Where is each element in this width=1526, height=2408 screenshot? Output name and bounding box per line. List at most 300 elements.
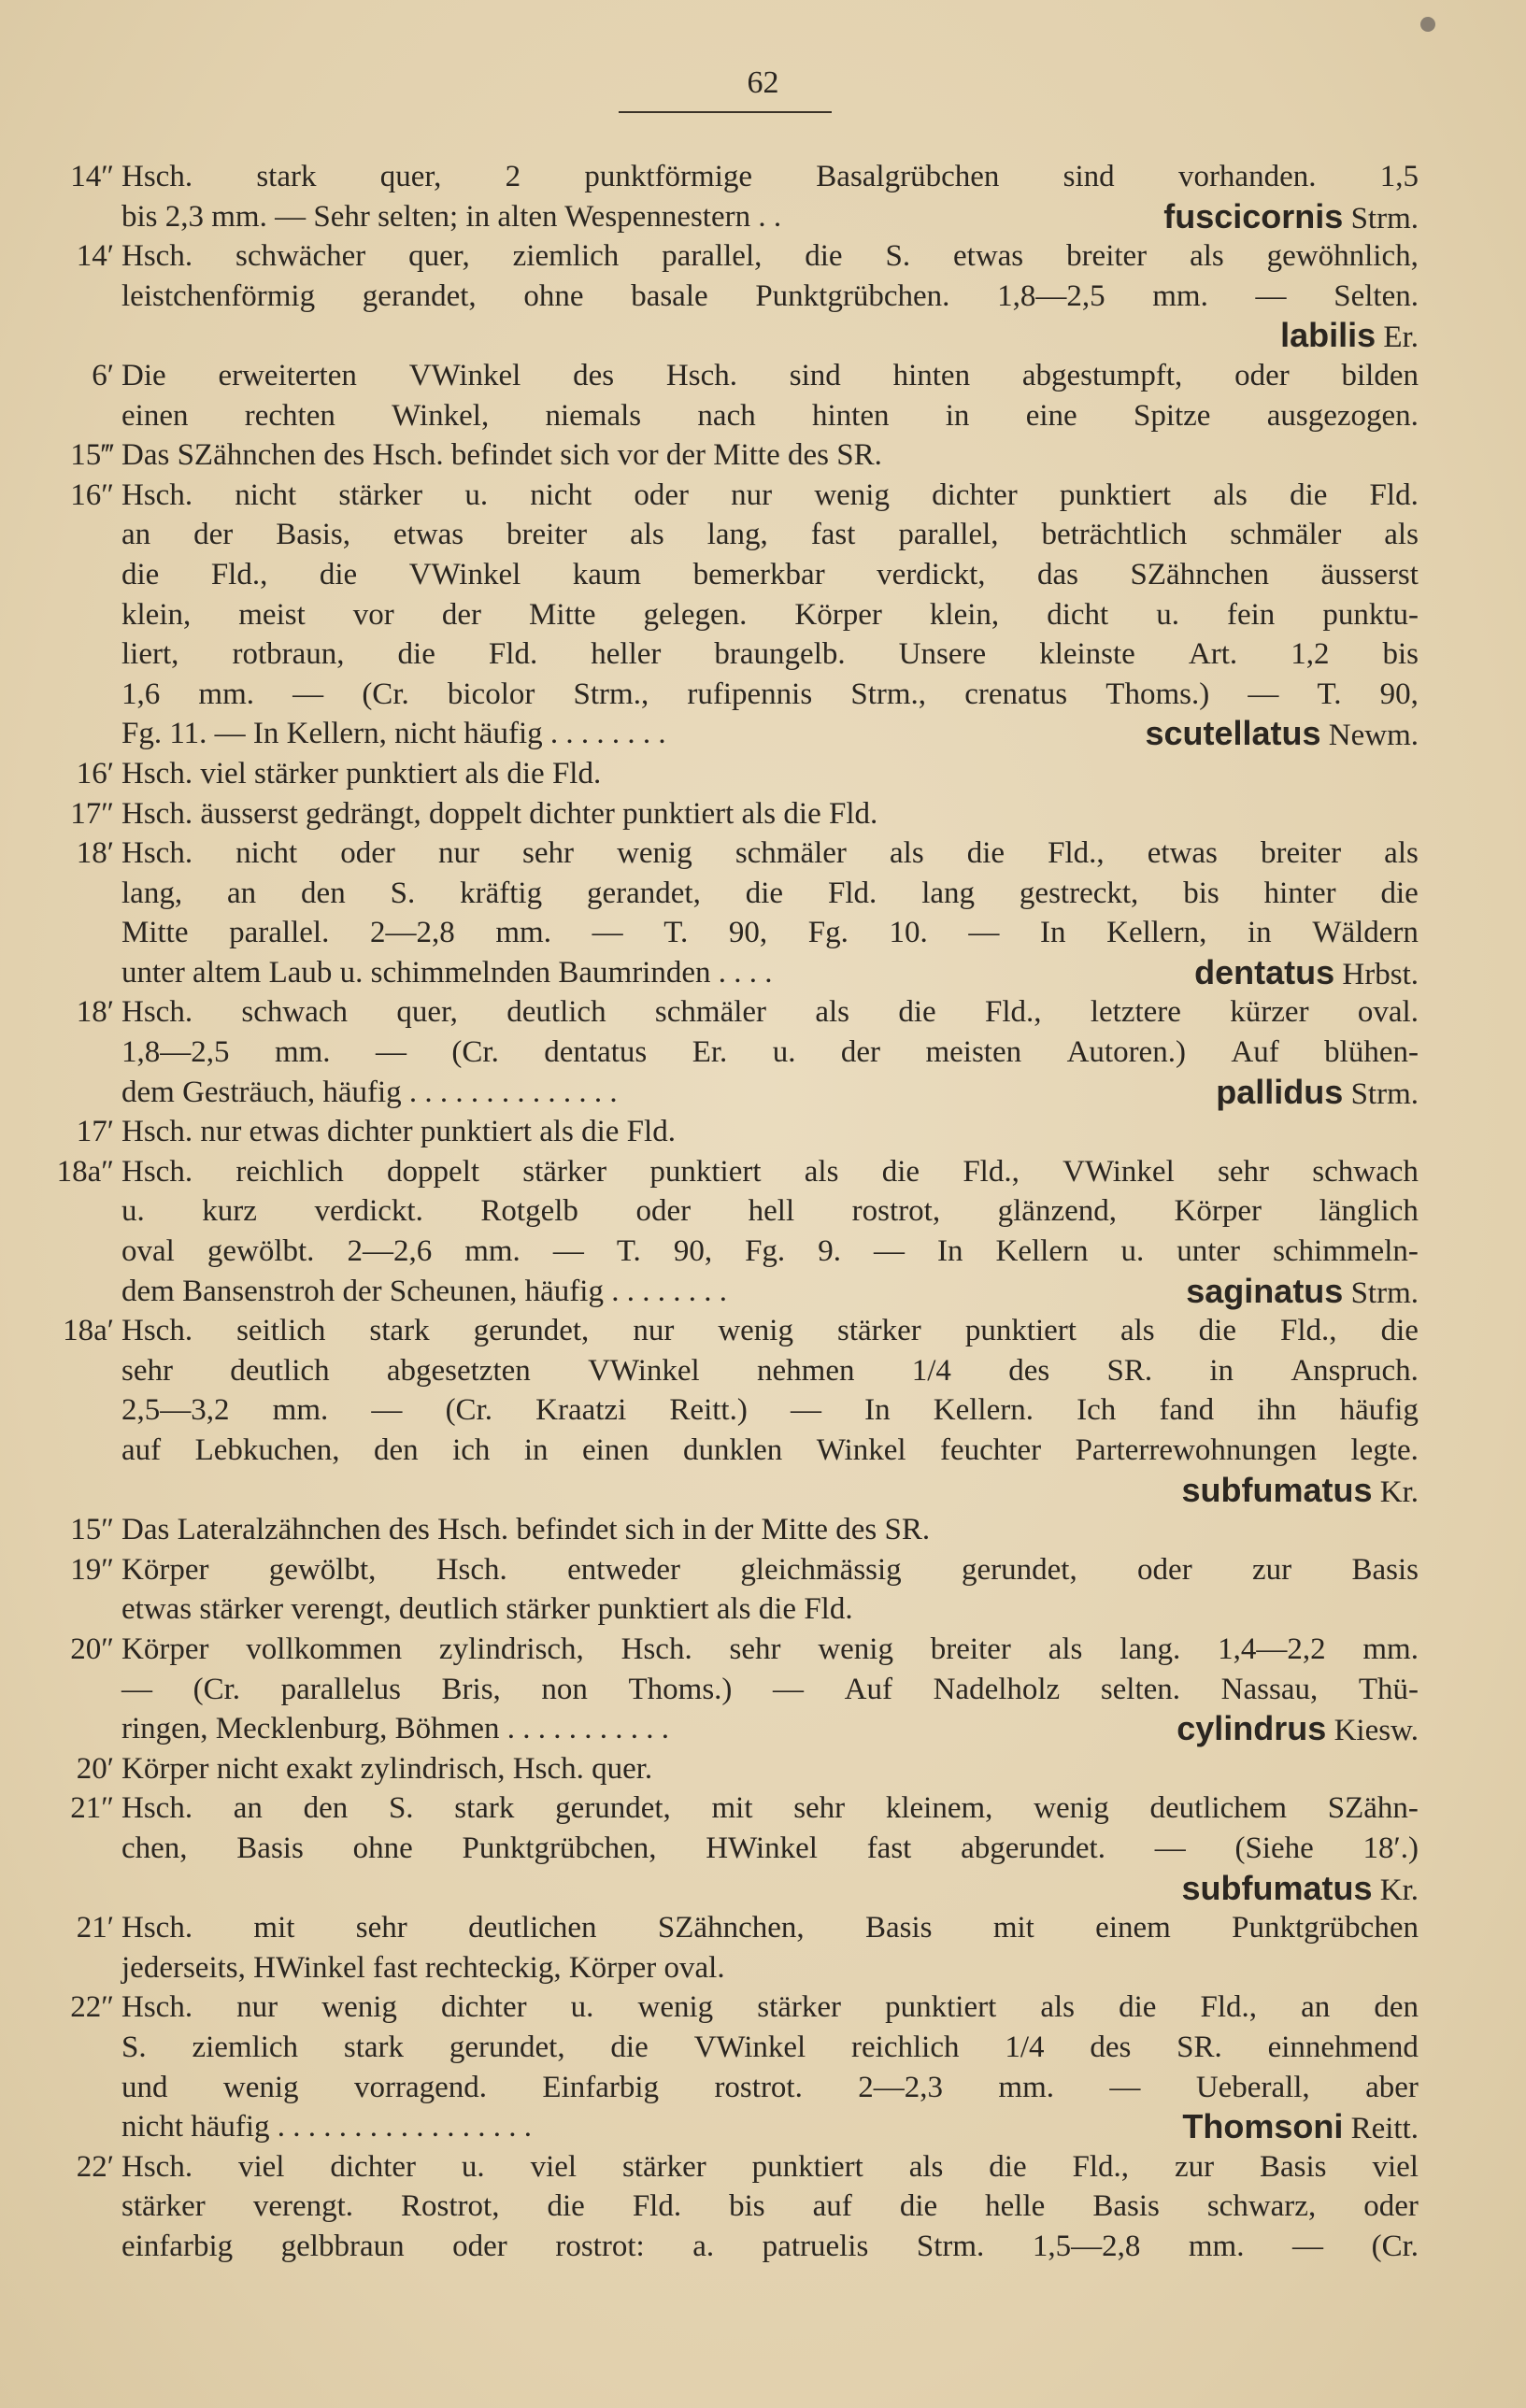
word: mit bbox=[253, 1911, 295, 1945]
entry-number bbox=[36, 714, 121, 754]
word: 1,4—2,2 bbox=[1218, 1631, 1326, 1666]
entry-number bbox=[36, 2028, 121, 2068]
word: quer, bbox=[379, 160, 442, 193]
word: Thoms.) bbox=[628, 1672, 733, 1706]
word: als bbox=[1120, 1314, 1155, 1348]
entry-number: 17′ bbox=[76, 1115, 114, 1149]
entry-number bbox=[36, 1670, 121, 1710]
word: Parterrewohnungen bbox=[1075, 1433, 1317, 1467]
word: T. bbox=[616, 1234, 641, 1269]
line-text bbox=[121, 1073, 1419, 1113]
entry-number: 22″ bbox=[70, 1990, 114, 2025]
entry-number bbox=[36, 1869, 121, 1909]
line-text bbox=[121, 992, 1419, 1033]
species-name: Thomsoni Reitt. bbox=[1182, 2107, 1419, 2146]
word: parallel, bbox=[662, 239, 763, 274]
word: die bbox=[1119, 1990, 1157, 2025]
line-text bbox=[121, 356, 1419, 396]
word: Thü- bbox=[1358, 1672, 1419, 1706]
word: — bbox=[292, 677, 324, 711]
word: hell bbox=[748, 1194, 795, 1229]
text-line bbox=[36, 197, 1419, 237]
word: viel bbox=[1372, 2149, 1419, 2184]
word: kaum bbox=[572, 557, 642, 591]
word: klein, bbox=[121, 597, 192, 632]
word: ohne bbox=[523, 278, 584, 313]
word: Nadelholz bbox=[933, 1672, 1061, 1706]
text-line bbox=[36, 1311, 1419, 1351]
word: Fld., bbox=[963, 1154, 1020, 1189]
word: Basis bbox=[1260, 2149, 1327, 2184]
word: rostrot: bbox=[555, 2229, 645, 2263]
word: SZähnchen bbox=[1130, 557, 1269, 591]
word: 2—2,8 bbox=[369, 916, 455, 950]
word: schwach bbox=[241, 995, 349, 1030]
word: Lebkuchen, bbox=[194, 1433, 340, 1467]
word: Hsch. bbox=[121, 477, 193, 512]
text-line bbox=[36, 435, 1419, 476]
word: Hsch. bbox=[435, 1552, 507, 1587]
word: nach bbox=[697, 398, 756, 433]
line-text bbox=[121, 277, 1419, 317]
word: Hsch. bbox=[121, 1154, 193, 1189]
line-text bbox=[121, 1471, 1419, 1511]
word: lang, bbox=[121, 876, 183, 910]
text-line bbox=[36, 1471, 1419, 1511]
word: abgestumpft, bbox=[1021, 358, 1183, 392]
line-text bbox=[121, 1670, 1419, 1710]
word: gelbbraun bbox=[280, 2229, 405, 2263]
word: vollkommen bbox=[246, 1631, 403, 1666]
word: eine bbox=[1025, 398, 1077, 433]
text-line bbox=[36, 515, 1419, 555]
word: schmäler bbox=[1230, 518, 1342, 552]
word: stark bbox=[256, 160, 317, 193]
word: VWinkel bbox=[693, 2030, 806, 2064]
word: u. bbox=[1156, 597, 1179, 632]
word: hinten bbox=[812, 398, 890, 433]
word: Winkel, bbox=[392, 398, 490, 433]
text-line bbox=[36, 953, 1419, 993]
word: — bbox=[773, 1672, 805, 1706]
entry-number bbox=[36, 675, 121, 715]
entry-number: 21″ bbox=[70, 1791, 114, 1826]
word: letztere bbox=[1090, 995, 1181, 1030]
text-line bbox=[36, 1073, 1419, 1113]
word: leistchenförmig bbox=[121, 278, 316, 313]
word: stärker bbox=[338, 477, 423, 512]
entry-number bbox=[36, 913, 121, 953]
word: chen, bbox=[121, 1831, 188, 1865]
word: die bbox=[966, 836, 1005, 871]
word: als bbox=[1040, 1990, 1076, 2025]
word: kräftig bbox=[460, 876, 543, 910]
word: abgesetzten bbox=[386, 1353, 531, 1388]
word: 1/4 bbox=[911, 1353, 951, 1388]
entry-number: 6′ bbox=[92, 358, 114, 392]
word: oder bbox=[1137, 1552, 1192, 1587]
word: Hsch. bbox=[121, 160, 193, 193]
word: auf bbox=[121, 1433, 162, 1467]
line-text bbox=[121, 1272, 1419, 1312]
word: quer, bbox=[396, 995, 458, 1030]
word: einfarbig bbox=[121, 2229, 234, 2263]
word: länglich bbox=[1319, 1194, 1419, 1229]
word: entweder bbox=[567, 1552, 681, 1587]
word: mm. bbox=[464, 1234, 521, 1269]
word: äusserst bbox=[1320, 557, 1419, 591]
word: 2 bbox=[505, 160, 521, 193]
line-words: ringen, Mecklenburg, Böhmen . . . . . . . . . . . bbox=[121, 1712, 669, 1746]
word: den bbox=[373, 1433, 419, 1467]
word: rotbraun, bbox=[232, 637, 345, 672]
word: dunklen bbox=[682, 1433, 783, 1467]
word: Rotgelb bbox=[480, 1194, 578, 1229]
word: Basis bbox=[1092, 2189, 1160, 2224]
line-text bbox=[121, 1589, 1419, 1630]
word: punktu- bbox=[1322, 597, 1419, 632]
word: VWinkel bbox=[588, 1353, 700, 1388]
word: beträchtlich bbox=[1041, 518, 1188, 552]
text-line bbox=[36, 1431, 1419, 1471]
word: u. bbox=[461, 2149, 485, 2184]
word: breiter bbox=[506, 518, 588, 552]
word: 18′.) bbox=[1362, 1831, 1419, 1865]
word: SR. bbox=[1106, 1353, 1153, 1388]
line-words: unter altem Laub u. schimmelnden Baumrinden . . . . bbox=[121, 955, 773, 990]
entry-number bbox=[36, 1948, 121, 1988]
text-line bbox=[36, 1948, 1419, 1988]
text-line bbox=[36, 476, 1419, 516]
line-words: Hsch. äusserst gedrängt, doppelt dichter punktiert als die Fld. bbox=[121, 796, 878, 831]
word: punktiert bbox=[964, 1314, 1077, 1348]
word: als bbox=[804, 1154, 839, 1189]
word: zylindrisch, bbox=[438, 1631, 584, 1666]
word: Kellern. bbox=[933, 1393, 1034, 1428]
word: schwächer bbox=[235, 239, 366, 274]
word: rostrot. bbox=[714, 2070, 803, 2104]
word: fein bbox=[1226, 597, 1276, 632]
word: sehr bbox=[522, 836, 574, 871]
line-words: jederseits, HWinkel fast rechteckig, Körper oval. bbox=[121, 1950, 725, 1985]
word: ich bbox=[452, 1433, 491, 1467]
word: hinten bbox=[892, 358, 971, 392]
word: 10. bbox=[889, 916, 928, 950]
entry-number: 20″ bbox=[70, 1631, 114, 1666]
word: die bbox=[547, 2189, 585, 2224]
word: als bbox=[1190, 239, 1224, 274]
word: (Cr. bbox=[362, 677, 409, 711]
word: 1,2 bbox=[1291, 637, 1330, 672]
text-line bbox=[36, 1908, 1419, 1948]
word: die bbox=[610, 2030, 649, 2064]
word: seitlich bbox=[236, 1314, 326, 1348]
word: selten. bbox=[1100, 1672, 1181, 1706]
word: gerundet, bbox=[962, 1552, 1077, 1587]
word: wenig bbox=[814, 477, 890, 512]
text-line bbox=[36, 1272, 1419, 1312]
word: die bbox=[319, 557, 358, 591]
word: die bbox=[1290, 477, 1328, 512]
word: 2—2,6 bbox=[347, 1234, 433, 1269]
species-name: subfumatus Kr. bbox=[1181, 1470, 1419, 1509]
word: die bbox=[805, 239, 843, 274]
text-line bbox=[36, 1510, 1419, 1550]
word: niemals bbox=[545, 398, 642, 433]
text-line bbox=[36, 1351, 1419, 1391]
word: nicht bbox=[235, 836, 298, 871]
entry-number bbox=[36, 2107, 121, 2147]
word: oval. bbox=[1357, 995, 1419, 1030]
entry-number: 16″ bbox=[70, 477, 114, 512]
line-text bbox=[121, 834, 1419, 874]
word: dichter bbox=[932, 477, 1018, 512]
word: Nassau, bbox=[1220, 1672, 1319, 1706]
word: Reitt.) bbox=[669, 1393, 748, 1428]
word: breiter bbox=[1260, 836, 1342, 871]
page-number-rule bbox=[619, 111, 832, 113]
text-line bbox=[36, 714, 1419, 754]
word: mm. bbox=[1362, 1631, 1419, 1666]
word: Fld., bbox=[1200, 1990, 1258, 2025]
word: nur bbox=[236, 1990, 278, 2025]
word: 90, bbox=[1379, 677, 1419, 711]
word: Strm., bbox=[850, 677, 927, 711]
word: fast bbox=[866, 1831, 912, 1865]
word: mm. bbox=[198, 677, 254, 711]
word: in bbox=[1209, 1353, 1234, 1388]
word: wenig bbox=[637, 1990, 714, 2025]
word: Fld., bbox=[210, 557, 268, 591]
line-text bbox=[121, 874, 1419, 914]
line-text bbox=[121, 1351, 1419, 1391]
line-text bbox=[121, 2068, 1419, 2108]
word: etwas bbox=[392, 518, 464, 552]
word: und bbox=[121, 2070, 168, 2104]
species-name: subfumatus Kr. bbox=[1181, 1868, 1419, 1907]
word: Hsch. bbox=[121, 1314, 193, 1348]
text-line bbox=[36, 595, 1419, 635]
word: 1,6 bbox=[121, 677, 161, 711]
entry-number bbox=[36, 1272, 121, 1312]
word: heller bbox=[591, 637, 662, 672]
word: blühen- bbox=[1324, 1035, 1419, 1070]
word: kleinem, bbox=[885, 1791, 993, 1826]
word: mit bbox=[992, 1911, 1034, 1945]
word: S. bbox=[121, 2030, 147, 2064]
line-text bbox=[121, 476, 1419, 516]
word: punktförmige bbox=[584, 160, 753, 193]
word: deutlich bbox=[506, 995, 606, 1030]
word: VWinkel bbox=[408, 557, 521, 591]
text-line bbox=[36, 794, 1419, 834]
word: Auf bbox=[844, 1672, 892, 1706]
species-name: saginatus Strm. bbox=[1186, 1271, 1419, 1310]
text-line bbox=[36, 874, 1419, 914]
word: der bbox=[193, 518, 234, 552]
word: — bbox=[968, 916, 1000, 950]
line-text bbox=[121, 1788, 1419, 1829]
word: bemerkbar bbox=[692, 557, 825, 591]
line-words: Fg. 11. — In Kellern, nicht häufig . . . . . . . . bbox=[121, 717, 666, 751]
entry-number: 22′ bbox=[76, 2149, 114, 2184]
line-text bbox=[121, 396, 1419, 436]
word: Fld. bbox=[1369, 477, 1419, 512]
word: den bbox=[1374, 1990, 1419, 2025]
line-text bbox=[121, 555, 1419, 595]
word: an bbox=[233, 1791, 263, 1826]
word: Strm., bbox=[573, 677, 649, 711]
word: nur bbox=[437, 836, 479, 871]
word: rostrot, bbox=[851, 1194, 941, 1229]
entry-number: 21′ bbox=[76, 1911, 114, 1945]
line-words: dem Gesträuch, häufig . . . . . . . . . . . . . . bbox=[121, 1075, 618, 1109]
word: (Siehe bbox=[1234, 1831, 1314, 1865]
word: — bbox=[1248, 677, 1279, 711]
text-line bbox=[36, 2068, 1419, 2108]
word: ihn bbox=[1257, 1393, 1297, 1428]
word: SZähn- bbox=[1327, 1791, 1419, 1826]
word: — bbox=[121, 1672, 152, 1706]
line-text bbox=[121, 1033, 1419, 1073]
word: als bbox=[1384, 518, 1419, 552]
text-line bbox=[36, 1550, 1419, 1590]
word: der bbox=[840, 1035, 881, 1070]
word: des bbox=[1090, 2030, 1132, 2064]
word: — bbox=[592, 916, 623, 950]
line-text bbox=[121, 197, 1419, 237]
word: (Cr. bbox=[1371, 2229, 1419, 2263]
line-text bbox=[121, 1152, 1419, 1192]
line-text bbox=[121, 1232, 1419, 1272]
line-words: Hsch. nur etwas dichter punktiert als die Fld. bbox=[121, 1115, 676, 1149]
word: stark bbox=[454, 1791, 515, 1826]
word: die bbox=[121, 557, 160, 591]
word: vorhanden. bbox=[1177, 160, 1317, 193]
word: Anspruch. bbox=[1291, 1353, 1419, 1388]
line-text bbox=[121, 1550, 1419, 1590]
line-text bbox=[121, 2227, 1419, 2267]
word: einen bbox=[121, 398, 189, 433]
word: des bbox=[1008, 1353, 1050, 1388]
text-line bbox=[36, 2107, 1419, 2147]
line-text bbox=[121, 1908, 1419, 1948]
word: verdickt. bbox=[314, 1194, 423, 1229]
word: deutlichen bbox=[468, 1911, 597, 1945]
word: zur bbox=[1252, 1552, 1292, 1587]
word: des bbox=[573, 358, 615, 392]
word: Einfarbig bbox=[542, 2070, 660, 2104]
text-line bbox=[36, 2147, 1419, 2187]
ink-spot bbox=[1420, 17, 1435, 32]
word: deutlichem bbox=[1149, 1791, 1288, 1826]
word: wenig bbox=[222, 2070, 299, 2104]
word: gerundet, bbox=[473, 1314, 590, 1348]
line-text bbox=[121, 1311, 1419, 1351]
word: HWinkel bbox=[706, 1831, 818, 1865]
word: Hsch. bbox=[121, 239, 193, 274]
line-words: Körper nicht exakt zylindrisch, Hsch. quer. bbox=[121, 1751, 653, 1786]
word: stark bbox=[369, 1314, 430, 1348]
word: mm. bbox=[495, 916, 551, 950]
line-text bbox=[121, 754, 1419, 794]
word: lang, bbox=[706, 518, 768, 552]
word: — bbox=[790, 1393, 821, 1428]
entry-number: 20′ bbox=[76, 1751, 114, 1786]
word: den bbox=[303, 1791, 349, 1826]
line-text bbox=[121, 2028, 1419, 2068]
word: sehr bbox=[1218, 1154, 1270, 1189]
line-text bbox=[121, 675, 1419, 715]
text-line bbox=[36, 1191, 1419, 1232]
word: dicht bbox=[1047, 597, 1109, 632]
word: Basalgrübchen bbox=[816, 160, 1000, 193]
word: als bbox=[1213, 477, 1248, 512]
word: viel bbox=[530, 2149, 578, 2184]
line-words: bis 2,3 mm. — Sehr selten; in alten Wespennestern . . bbox=[121, 199, 782, 234]
word: nicht bbox=[235, 477, 297, 512]
entry-number bbox=[36, 874, 121, 914]
word: 1,8—2,5 bbox=[997, 278, 1105, 313]
word: reichlich bbox=[851, 2030, 960, 2064]
word: die bbox=[881, 1154, 920, 1189]
word: oder bbox=[452, 2229, 507, 2263]
word: — bbox=[1255, 278, 1287, 313]
word: sehr bbox=[793, 1791, 846, 1826]
text-line bbox=[36, 634, 1419, 675]
word: lang. bbox=[1120, 1631, 1181, 1666]
word: S. bbox=[885, 239, 911, 274]
word: bis bbox=[729, 2189, 765, 2224]
word: oder bbox=[635, 1194, 692, 1229]
word: Fld., bbox=[1280, 1314, 1337, 1348]
word: wenig bbox=[1034, 1791, 1109, 1826]
word: gewöhnlich, bbox=[1266, 239, 1419, 274]
word: Ueberall, bbox=[1195, 2070, 1310, 2104]
word: dentatus bbox=[544, 1035, 648, 1070]
entry-number bbox=[36, 1073, 121, 1113]
word: Basis bbox=[236, 1831, 304, 1865]
text-line bbox=[36, 2187, 1419, 2227]
word: deutlich bbox=[230, 1353, 330, 1388]
word: Die bbox=[121, 358, 166, 392]
word: kurz bbox=[202, 1194, 257, 1229]
text-line bbox=[36, 2028, 1419, 2068]
word: liert, bbox=[121, 637, 179, 672]
entry-number: 15‴ bbox=[70, 438, 114, 473]
word: die bbox=[1380, 876, 1419, 910]
word: 1/4 bbox=[1005, 2030, 1045, 2064]
line-text bbox=[121, 316, 1419, 356]
word: sehr bbox=[355, 1911, 407, 1945]
text-line bbox=[36, 1112, 1419, 1152]
species-name: pallidus Strm. bbox=[1216, 1072, 1419, 1111]
text-block bbox=[36, 157, 1419, 2266]
word: non bbox=[541, 1672, 588, 1706]
text-line bbox=[36, 1749, 1419, 1789]
word: Basis bbox=[1351, 1552, 1419, 1587]
word: den bbox=[301, 876, 346, 910]
entry-number bbox=[36, 953, 121, 993]
word: einem bbox=[1095, 1911, 1171, 1945]
word: schimmeln- bbox=[1273, 1234, 1419, 1269]
word: — bbox=[1109, 2070, 1141, 2104]
word: nicht bbox=[530, 477, 592, 512]
word: auf bbox=[812, 2189, 852, 2224]
word: kürzer bbox=[1230, 995, 1309, 1030]
word: Fld. bbox=[828, 876, 877, 910]
text-line bbox=[36, 1589, 1419, 1630]
